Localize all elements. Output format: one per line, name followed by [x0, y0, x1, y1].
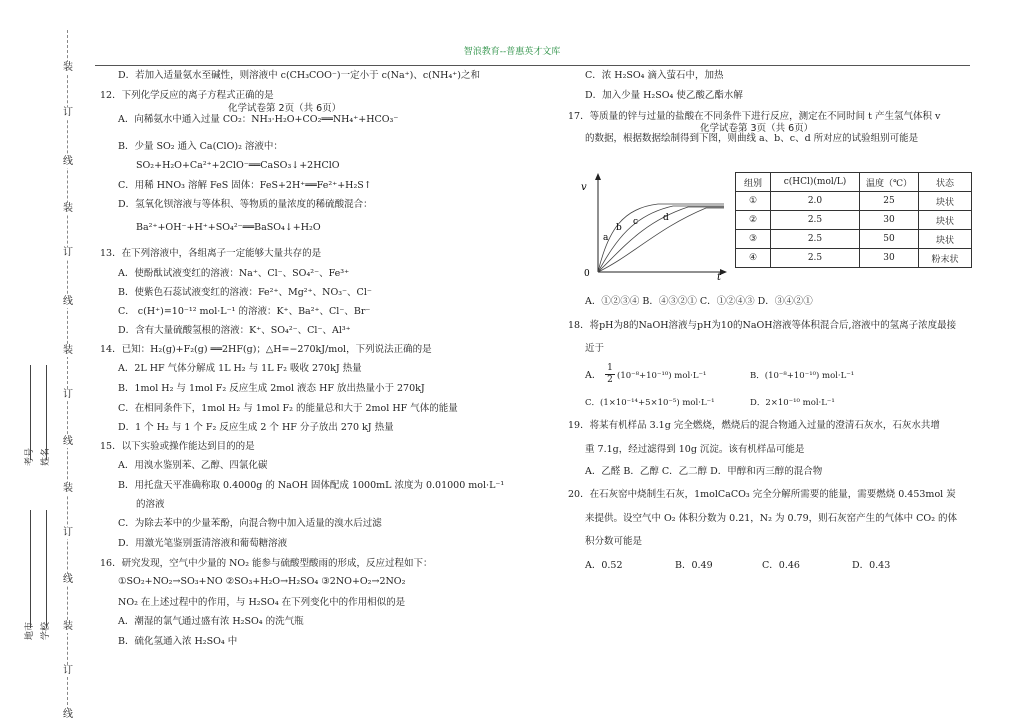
q16-stem: 16．研究发现，空气中少量的 NO₂ 能参与硫酸型酸雨的形成，反应过程如下： — [100, 558, 433, 569]
q15-option-b: B．用托盘天平准确称取 0.4000g 的 NaOH 固体配成 1000mL 浓度为 0.01000 mol·L⁻¹ — [118, 480, 505, 491]
y-arrow-icon — [595, 173, 601, 180]
gutter-char: 装 — [63, 203, 73, 214]
x-arrow-icon — [720, 269, 727, 275]
q16-reactions: ①SO₂+NO₂→SO₃+NO ②SO₃+H₂O→H₂SO₄ ③2NO+O₂→2NO₂ — [118, 576, 406, 587]
q15-option-d: D．用激光笔鉴别蛋清溶液和葡萄糖溶液 — [118, 538, 288, 549]
q18-stem-2: 近于 — [585, 343, 605, 354]
table-cell: ① — [736, 192, 771, 211]
school-field[interactable] — [46, 510, 47, 628]
q13-option-c: C． c(H⁺)=10⁻¹² mol·L⁻¹ 的溶液：K⁺、Ba²⁺、Cl⁻、Br⁻ — [118, 306, 371, 317]
q15-option-c: C．为除去苯中的少量苯酚，向混合物中加入适量的溴水后过滤 — [118, 518, 382, 529]
table-cell: 2.5 — [771, 211, 860, 230]
table-cell: 块状 — [919, 230, 972, 249]
table-cell: 30 — [860, 211, 919, 230]
school-label: 学校 — [41, 621, 51, 640]
q14-option-b: B．1mol H₂ 与 1mol F₂ 反应生成 2mol 液态 HF 放出热量小于 270kJ — [118, 383, 425, 394]
table-cell: 50 — [860, 230, 919, 249]
gutter-char: 装 — [63, 345, 73, 356]
q18-option-b: B．(10⁻⁸+10⁻¹⁰) mol·L⁻¹ — [750, 371, 855, 381]
q14-stem: 14．已知：H₂(g)+F₂(g) ══2HF(g)；△H=−270kJ/mol，下列说法正确的是 — [100, 344, 432, 355]
q20-stem-2: 来提供。设空气中 O₂ 体积分数为 0.21，N₂ 为 0.79，则石灰窑产生的气体中 CO₂ 的体 — [585, 513, 958, 524]
table-cell: 2.5 — [771, 230, 860, 249]
q19-stem-1: 19．将某有机样品 3.1g 完全燃烧，燃烧后的混合物通入过量的澄清石灰水，石灰水共增 — [568, 420, 940, 431]
q16-option-c: C．浓 H₂SO₄ 滴入萤石中，加热 — [585, 70, 724, 81]
table-cell: 块状 — [919, 192, 972, 211]
q16-question: NO₂ 在上述过程中的作用，与 H₂SO₄ 在下列变化中的作用相似的是 — [118, 597, 406, 608]
curve-a — [598, 204, 724, 272]
q12-option-d-eq: Ba²⁺+OH⁻+H⁺+SO₄²⁻══BaSO₄↓+H₂O — [136, 222, 321, 233]
q20-option-b: B．0.49 — [675, 560, 713, 571]
gutter-char: 线 — [63, 436, 73, 447]
curve-d — [598, 208, 724, 272]
q16-option-b: B．硫化氢通入浓 H₂SO₄ 中 — [118, 636, 238, 647]
q17-graph — [578, 170, 733, 282]
curve-c — [598, 207, 724, 272]
exam-no-label: 考号 — [25, 447, 35, 466]
q18-option-a-expr: (10⁻⁸+10⁻¹⁰) mol·L⁻¹ — [617, 371, 707, 381]
q17-stem-1: 17．等质量的锌与过量的盐酸在不同条件下进行反应，测定在不同时间 t 产生氢气体积 v — [568, 111, 941, 122]
q13-option-b: B．使紫色石蕊试液变红的溶液：Fe²⁺、Mg²⁺、NO₃⁻、Cl⁻ — [118, 287, 372, 298]
city-field[interactable] — [30, 510, 31, 628]
q12-option-d: D．氢氧化钡溶液与等体积、等物质的量浓度的稀硫酸混合： — [118, 199, 373, 210]
curve-label-b: b — [616, 223, 622, 233]
table-cell: ③ — [736, 230, 771, 249]
q12-option-b-eq: SO₂+H₂O+Ca²⁺+2ClO⁻══CaSO₃↓+2HClO — [136, 160, 340, 171]
q18-option-a-label: A． — [585, 370, 602, 381]
q17-options: A．①②③④ B．④③②① C．①②④③ D．③④②① — [585, 296, 813, 307]
table-cell: ④ — [736, 249, 771, 268]
q20-option-c: C．0.46 — [762, 560, 800, 571]
table-header: 组别 — [736, 173, 771, 192]
name-field[interactable] — [46, 365, 47, 460]
gutter-char: 装 — [63, 621, 73, 632]
q18-stem-1: 18．将pH为8的NaOH溶液与pH为10的NaOH溶液等体积混合后,溶液中的氢离子浓度最接 — [568, 320, 957, 331]
q14-option-c: C．在相同条件下，1mol H₂ 与 1mol F₂ 的能量总和大于 2mol HF 气体的能量 — [118, 403, 458, 414]
q19-options: A．乙醛 B．乙醇 C．乙二醇 D．甲醇和丙三醇的混合物 — [585, 466, 823, 477]
q15-stem: 15．以下实验或操作能达到目的的是 — [100, 441, 255, 452]
q14-option-a: A．2L HF 气体分解成 1L H₂ 与 1L F₂ 吸收 270kJ 热量 — [118, 363, 362, 374]
q14-option-d: D．1 个 H₂ 与 1 个 F₂ 反应生成 2 个 HF 分子放出 270 kJ 热量 — [118, 422, 394, 433]
q11-option-d: D．若加入适量氨水至碱性，则溶液中 c(CH₃COO⁻)一定小于 c(Na⁺)、c(NH₄⁺)之和 — [118, 70, 480, 81]
graph-origin: 0 — [584, 269, 590, 279]
table-cell: ② — [736, 211, 771, 230]
q13-option-d: D．含有大量硫酸氢根的溶液：K⁺、SO₄²⁻、Cl⁻、Al³⁺ — [118, 325, 351, 336]
exam-no-field[interactable] — [30, 365, 31, 460]
table-row — [736, 211, 972, 230]
city-label: 地市 — [25, 621, 35, 640]
q20-stem-3: 积分数可能是 — [585, 536, 643, 547]
graph-y-label: v — [581, 182, 587, 193]
header-rule — [95, 65, 970, 66]
q15-option-a: A．用溴水鉴别苯、乙醇、四氯化碳 — [118, 460, 268, 471]
q18-option-a-fraction — [605, 363, 615, 386]
q18-option-d: D．2×10⁻¹⁰ mol·L⁻¹ — [750, 398, 835, 408]
table-cell: 2.0 — [771, 192, 860, 211]
gutter-char: 订 — [63, 247, 73, 258]
table-header-row — [736, 173, 972, 192]
q12-option-a: A．向稀氨水中通入过量 CO₂：NH₃·H₂O+CO₂══NH₄⁺+HCO₃⁻ — [118, 114, 399, 125]
curve-label-c: c — [633, 217, 639, 227]
gutter-char: 线 — [63, 156, 73, 167]
table-cell: 25 — [860, 192, 919, 211]
q19-stem-2: 重 7.1g，经过滤得到 10g 沉淀。该有机样品可能是 — [585, 444, 805, 455]
table-row — [736, 230, 972, 249]
table-cell: 2.5 — [771, 249, 860, 268]
q12-stem: 12．下列化学反应的离子方程式正确的是 — [100, 90, 274, 101]
table-cell: 粉末状 — [919, 249, 972, 268]
gutter-char: 线 — [63, 574, 73, 585]
gutter-char: 装 — [63, 483, 73, 494]
gutter-char: 订 — [63, 665, 73, 676]
gutter-char: 线 — [63, 709, 73, 720]
q20-option-d: D．0.43 — [852, 560, 891, 571]
table-header: 状态 — [919, 173, 972, 192]
q13-option-a: A．使酚酞试液变红的溶液：Na⁺、Cl⁻、SO₄²⁻、Fe³⁺ — [118, 268, 350, 279]
q18-option-c: C．(1×10⁻¹⁴+5×10⁻⁵) mol·L⁻¹ — [585, 398, 715, 408]
fraction-numerator: 1 — [605, 363, 615, 375]
q16-option-a: A．潮湿的氯气通过盛有浓 H₂SO₄ 的洗气瓶 — [118, 616, 304, 627]
page-footer-left: 化学试卷第 2页（共 6页） — [228, 103, 342, 114]
table-header: 温度（℃） — [860, 173, 919, 192]
table-row — [736, 192, 972, 211]
fraction-denominator: 2 — [607, 375, 613, 385]
graph-x-label: t — [717, 272, 722, 282]
q20-stem-1: 20．在石灰窑中烧制生石灰，1molCaCO₃ 完全分解所需要的能量，需要燃烧 0.453mol 炭 — [568, 489, 956, 500]
curve-b — [598, 206, 724, 272]
curve-label-a: a — [603, 233, 609, 243]
gutter-char: 线 — [63, 296, 73, 307]
page-footer-right: 化学试卷第 3页（共 6页） — [700, 123, 814, 134]
curve-label-d: d — [663, 213, 669, 223]
site-header: 智浪教育--普惠英才文库 — [463, 47, 561, 57]
q17-stem-2: 的数据，根据数据绘制得到下图，则曲线 a、b、c、d 所对应的试验组别可能是 — [585, 133, 919, 144]
q20-option-a: A．0.52 — [585, 560, 623, 571]
binding-dashed-line — [67, 30, 68, 720]
gutter-char: 订 — [63, 527, 73, 538]
name-label: 姓名 — [41, 447, 51, 466]
gutter-char: 订 — [63, 389, 73, 400]
q13-stem: 13．在下列溶液中，各组离子一定能够大量共存的是 — [100, 248, 322, 259]
table-row — [736, 249, 972, 268]
q12-option-c: C．用稀 HNO₃ 溶解 FeS 固体：FeS+2H⁺══Fe²⁺+H₂S↑ — [118, 180, 372, 191]
table-header: c(HCl)(mol/L) — [771, 173, 860, 192]
q15-option-b-cont: 的溶液 — [136, 499, 165, 510]
q17-table — [735, 172, 972, 268]
table-cell: 块状 — [919, 211, 972, 230]
gutter-char: 订 — [63, 107, 73, 118]
table-cell: 30 — [860, 249, 919, 268]
q12-option-b: B．少量 SO₂ 通入 Ca(ClO)₂ 溶液中： — [118, 141, 283, 152]
gutter-char: 装 — [63, 62, 73, 73]
q16-option-d: D．加入少量 H₂SO₄ 使乙酸乙酯水解 — [585, 90, 743, 101]
